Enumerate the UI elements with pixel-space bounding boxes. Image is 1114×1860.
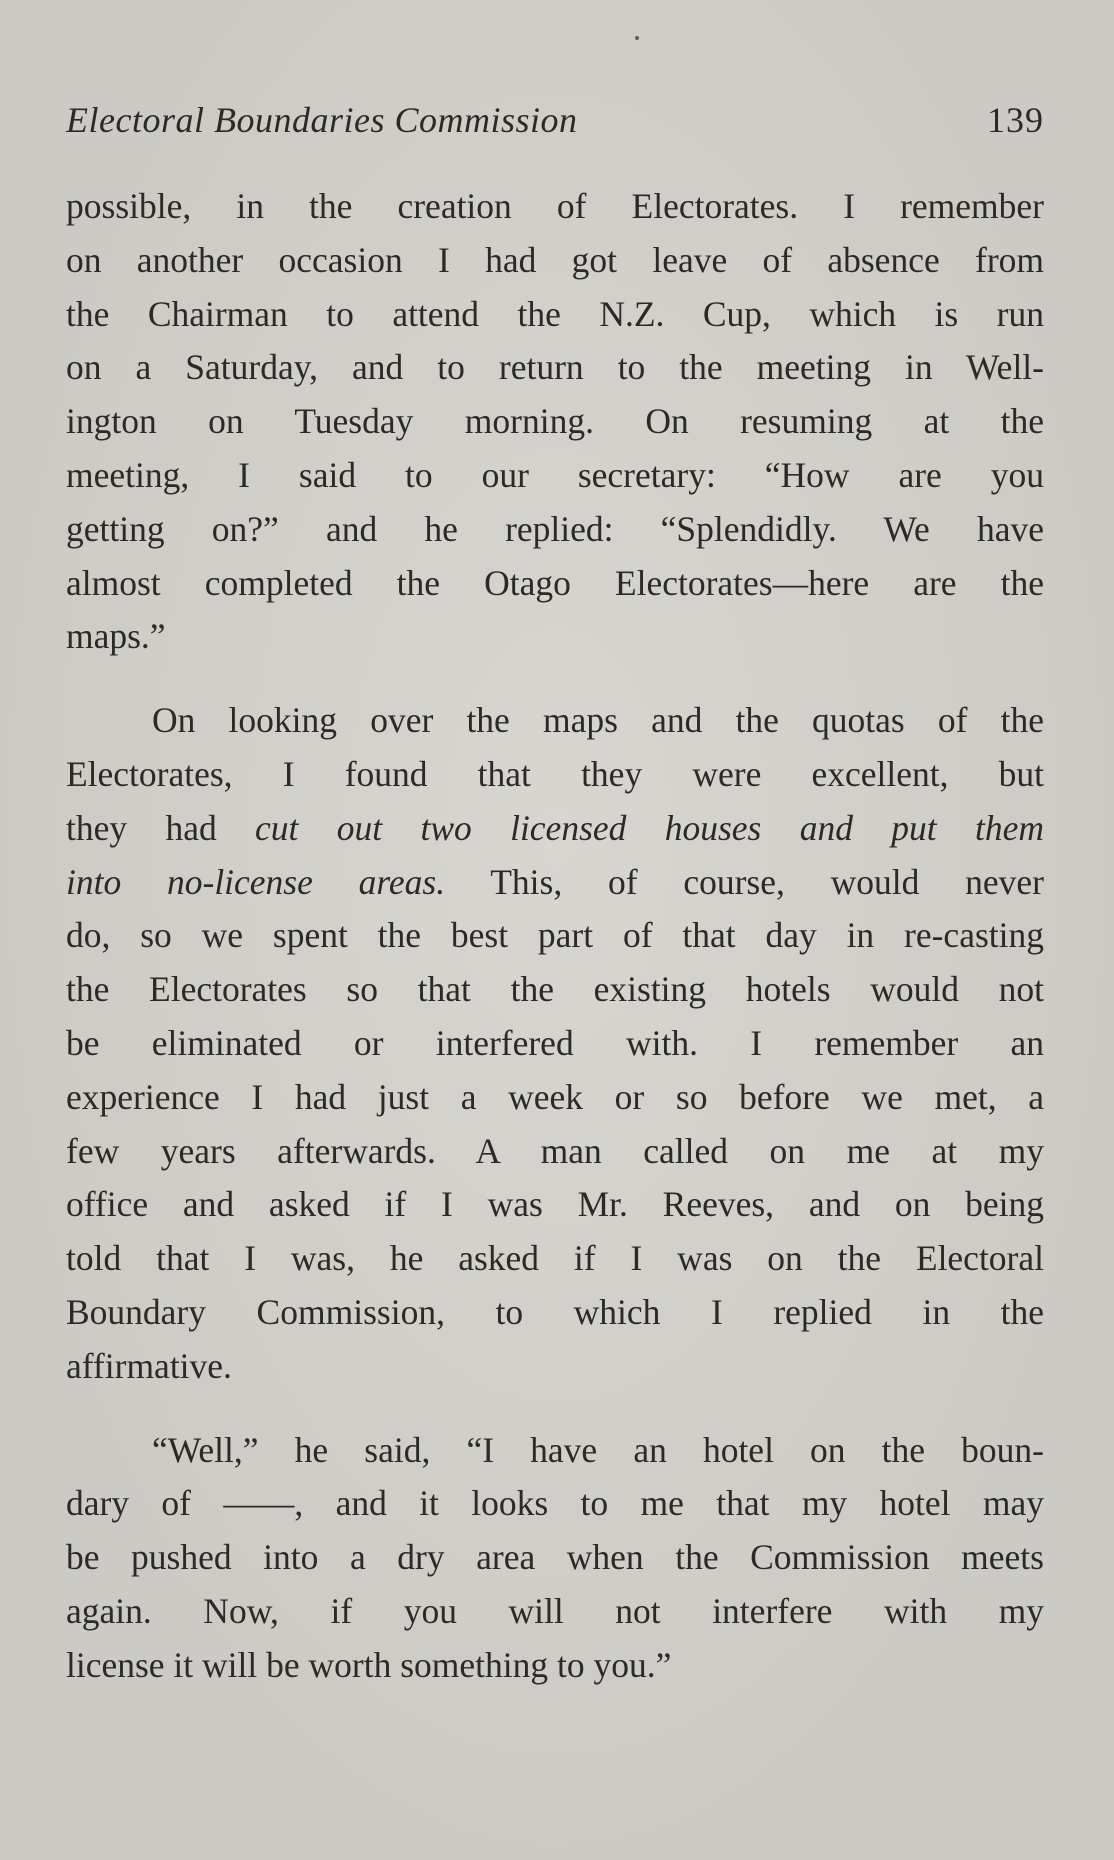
text-span: experience I had just a week or so before we met, a [66,1076,1044,1117]
text-line [66,1286,1044,1340]
text-span: This, of course, would never [445,861,1044,902]
text-line [66,856,1044,910]
text-line [66,748,1044,802]
text-line [66,180,1044,234]
paragraph-3 [66,1424,1044,1693]
text-span: be eliminated or interfered with. I remember an [66,1022,1044,1063]
text-span: the Chairman to attend the N.Z. Cup, which is run [66,293,1044,334]
text-line [66,963,1044,1017]
text-line [66,1017,1044,1071]
italic-text-span: into no-license areas. [66,861,446,902]
text-line [66,1424,1044,1478]
text-span: on another occasion I had got leave of absence from [66,239,1044,280]
running-title: Electoral Boundaries Commission [66,100,578,140]
text-line [66,1477,1044,1531]
text-line [66,449,1044,503]
italic-text-span: cut out two licensed houses and put them [255,807,1044,848]
running-header [66,92,1044,148]
text-line [66,557,1044,611]
text-line [66,694,1044,748]
text-line [66,395,1044,449]
text-span: maps.” [66,616,166,657]
text-span: almost completed the Otago Electorates—here are the [66,562,1044,603]
text-line [66,802,1044,856]
text-span: getting on?” and he replied: “Splendidly. We have [66,508,1044,549]
text-span: Electorates, I found that they were excellent, but [66,753,1044,794]
text-span: told that I was, he asked if I was on the Electoral [66,1238,1044,1279]
text-span: few years afterwards. A man called on me at my [66,1130,1044,1171]
text-span: dary of ——, and it looks to me that my hotel may [66,1483,1044,1524]
text-span: possible, in the creation of Electorates. I remember [66,186,1044,226]
text-line [66,909,1044,963]
text-line [66,234,1044,288]
text-span: meeting, I said to our secretary: “How are you [66,454,1044,495]
body-text [66,180,1044,1693]
text-line [66,1232,1044,1286]
text-span: be pushed into a dry area when the Commission meets [66,1537,1044,1578]
text-line [66,1585,1044,1639]
text-span: ington on Tuesday morning. On resuming at the [66,401,1044,442]
text-span: affirmative. [66,1345,232,1386]
text-line [66,610,1044,664]
text-span: again. Now, if you will not interfere with my [66,1590,1044,1631]
text-line [66,1071,1044,1125]
text-span: the Electorates so that the existing hotels would not [66,969,1044,1010]
text-line [66,341,1044,395]
text-line [66,1531,1044,1585]
text-span: office and asked if I was Mr. Reeves, and on being [66,1184,1044,1225]
text-span: On looking over the maps and the quotas of the [152,700,1044,741]
text-line [66,1125,1044,1179]
text-span: Boundary Commission, to which I replied in the [66,1291,1044,1332]
text-span: do, so we spent the best part of that day in re-casting [66,915,1044,956]
text-span: on a Saturday, and to return to the meeting in Well- [66,347,1044,388]
text-line [66,503,1044,557]
text-line [66,1340,1044,1394]
text-span: they had [66,807,256,848]
page-number: 139 [987,100,1044,140]
paragraph-1 [66,180,1044,664]
paragraph-2 [66,694,1044,1393]
text-line [66,1639,1044,1693]
text-span: license it will be worth something to you.” [66,1644,672,1685]
text-span: “Well,” he said, “I have an hotel on the boun- [152,1429,1044,1470]
paper-speck [635,36,639,40]
text-line [66,288,1044,342]
text-line [66,1178,1044,1232]
